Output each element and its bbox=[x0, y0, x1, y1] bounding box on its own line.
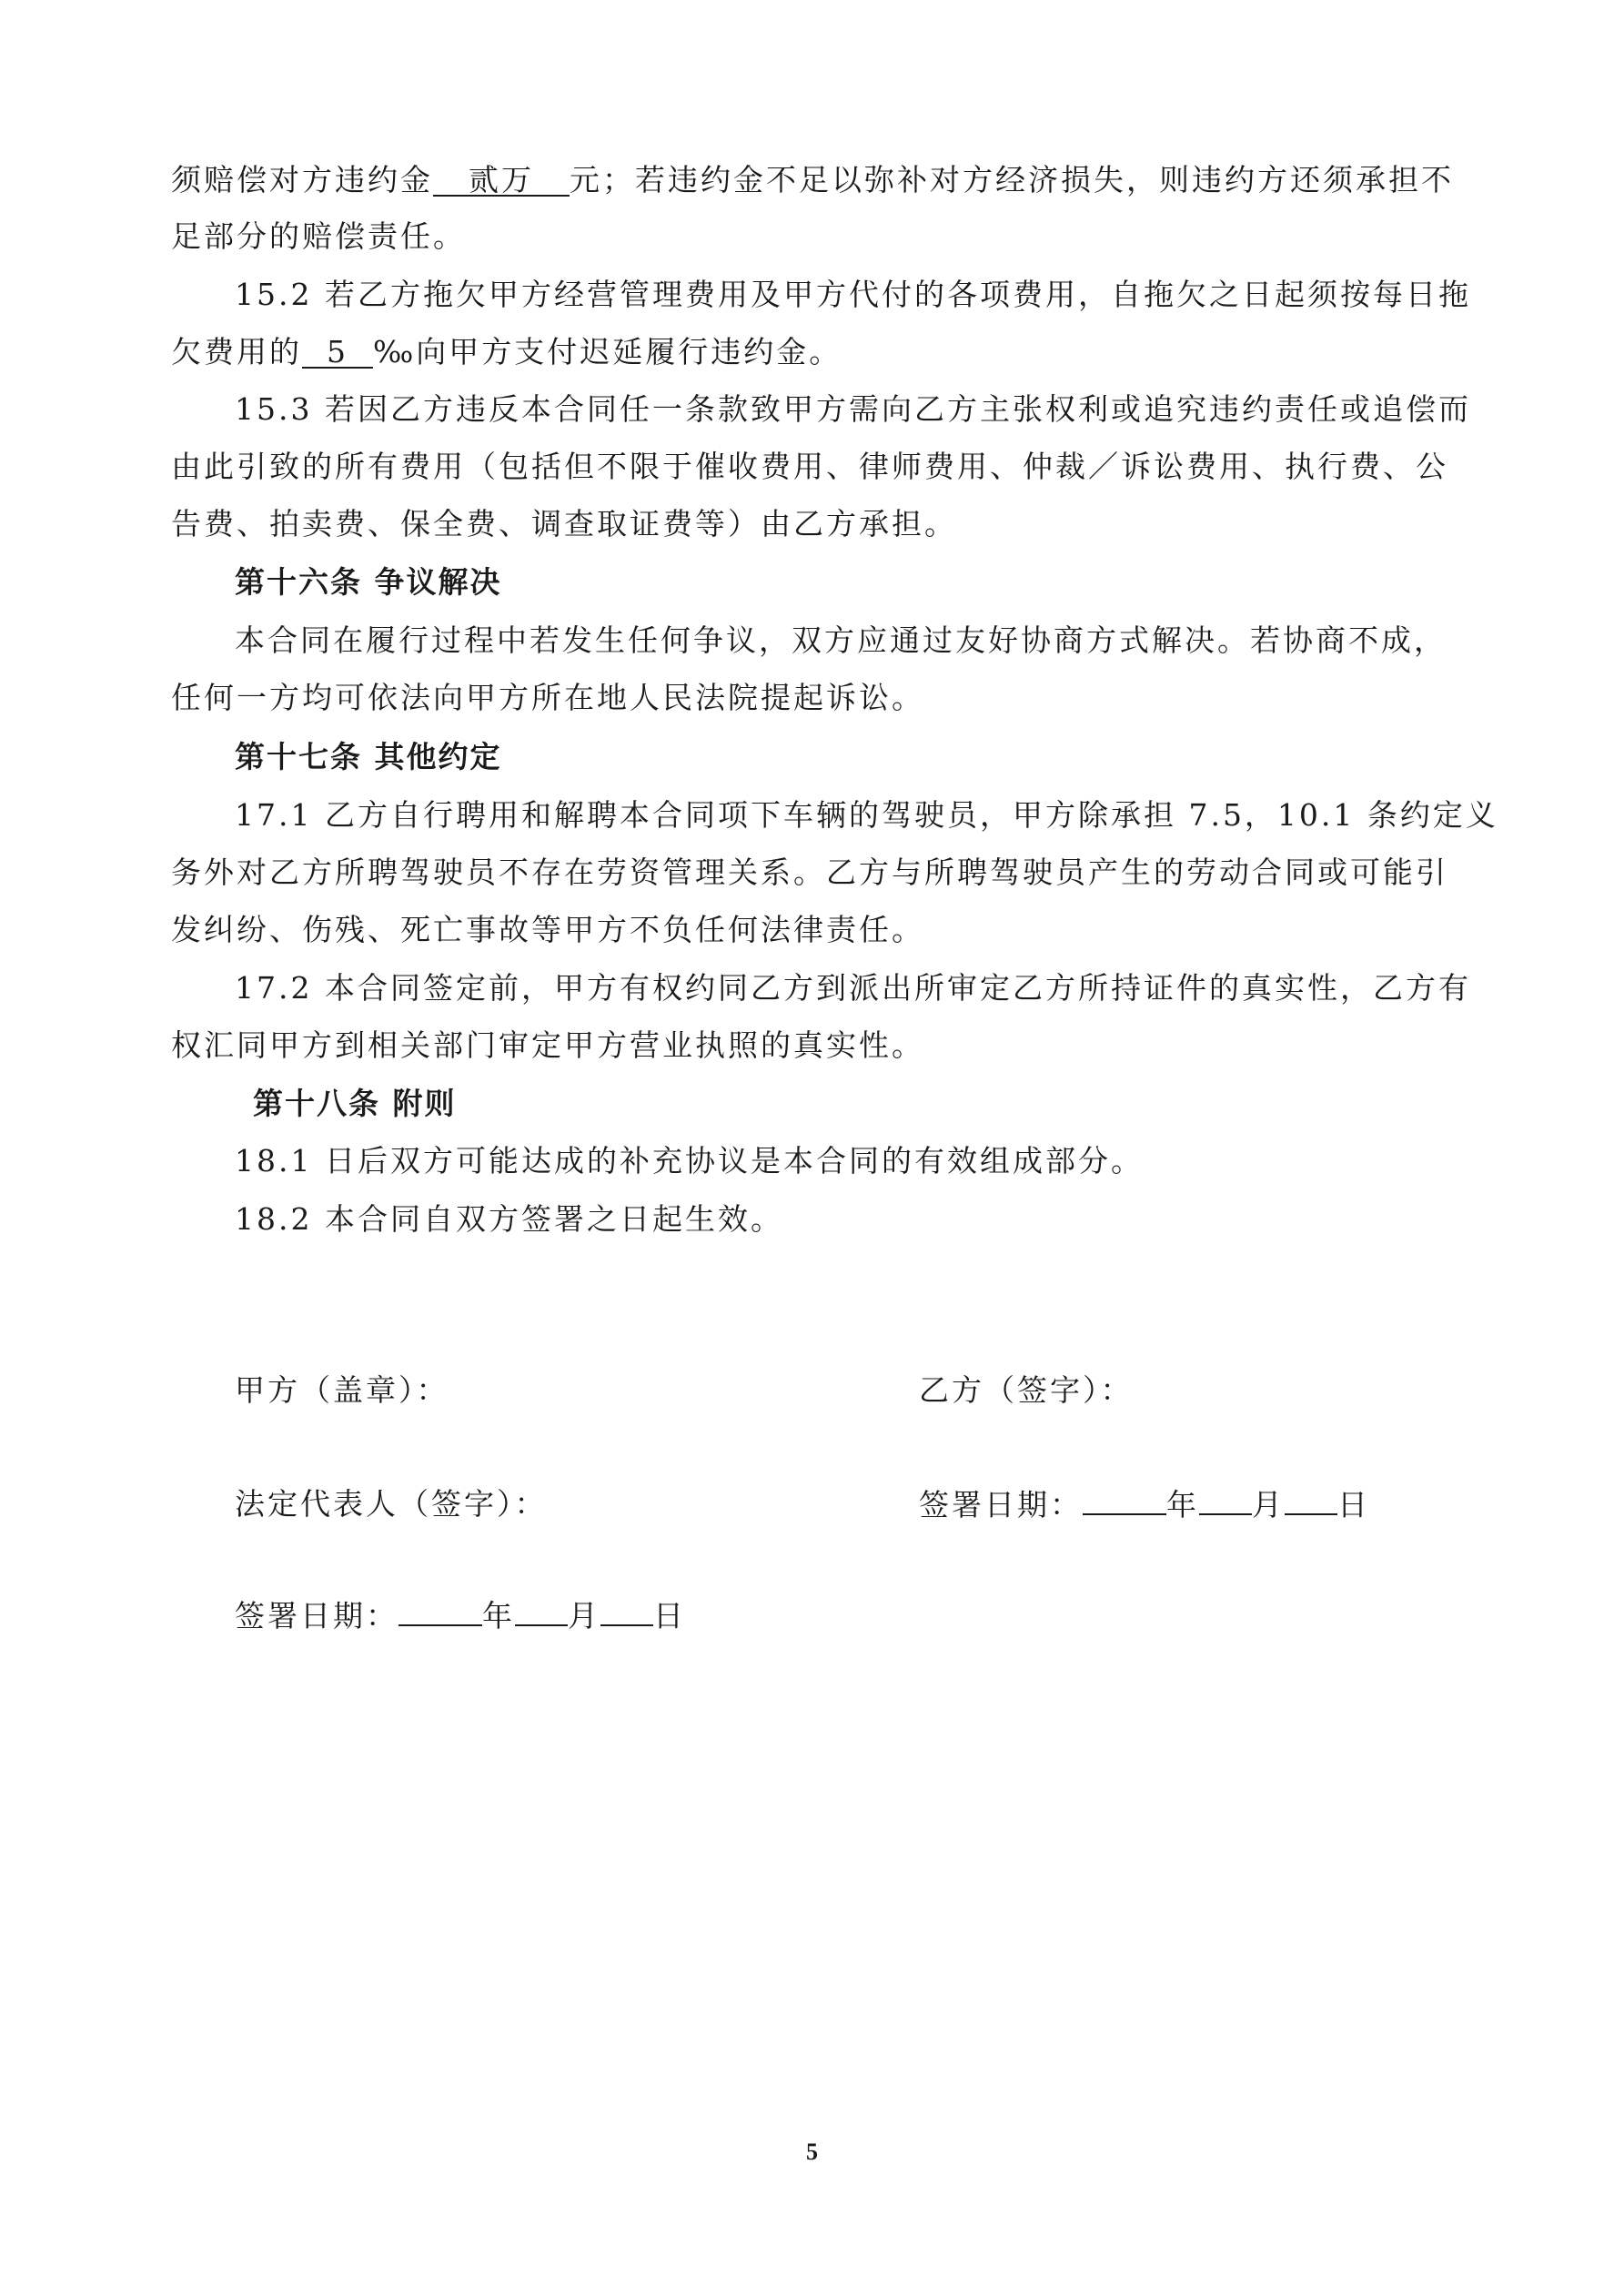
clause-15-3-line-1: 15.3 若因乙方违反本合同任一条款致甲方需向乙方主张权利或追究违约责任或追偿而 bbox=[235, 391, 1471, 427]
month-blank bbox=[1199, 1486, 1252, 1515]
year-blank bbox=[398, 1597, 482, 1626]
clause-15-2-line-1: 15.2 若乙方拖欠甲方经营管理费用及甲方代付的各项费用，自拖欠之日起须按每日拖 bbox=[235, 277, 1471, 312]
party-a-seal-label: 甲方（盖章）： bbox=[235, 1372, 449, 1408]
clause-15-3-line-2: 由此引致的所有费用（包括但不限于催收费用、律师费用、仲裁／诉讼费用、执行费、公 bbox=[171, 449, 1448, 484]
clause-16-title: 第十六条 争议解决 bbox=[235, 564, 502, 600]
month-blank bbox=[515, 1597, 568, 1626]
clause-15-3-line-3: 告费、拍卖费、保全费、调查取证费等）由乙方承担。 bbox=[171, 506, 957, 541]
clause-15-1-line-2: 足部分的赔偿责任。 bbox=[171, 218, 466, 254]
clause-18-line-1: 18.1 日后双方可能达成的补充协议是本合同的有效组成部分。 bbox=[235, 1143, 1144, 1178]
clause-15-1-line-1 bbox=[171, 162, 1454, 198]
text-segment: 须赔偿对方违约金 bbox=[171, 162, 433, 197]
sign-date-label: 签署日期： bbox=[235, 1598, 398, 1633]
clause-17-1-line-1: 17.1 乙方自行聘用和解聘本合同项下车辆的驾驶员，甲方除承担 7.5，10.1 条约定义 bbox=[235, 797, 1498, 833]
party-a-sign-date bbox=[235, 1597, 686, 1634]
legal-representative-label: 法定代表人（签字）： bbox=[235, 1486, 548, 1522]
day-blank bbox=[600, 1597, 653, 1626]
clause-18-title: 第十八条 附则 bbox=[253, 1086, 457, 1121]
text-segment: 元；若违约金不足以弥补对方经济损失，则违约方还须承担不 bbox=[570, 162, 1454, 197]
late-fee-rate: 5 bbox=[302, 338, 373, 369]
clause-18-line-2: 18.2 本合同自双方签署之日起生效。 bbox=[235, 1201, 783, 1237]
clause-16-line-1: 本合同在履行过程中若发生任何争议，双方应通过友好协商方式解决。若协商不成， bbox=[235, 622, 1447, 658]
text-segment: 欠费用的 bbox=[171, 334, 302, 369]
month-label: 月 bbox=[568, 1598, 600, 1633]
day-label: 日 bbox=[1337, 1487, 1370, 1522]
page-number: 5 bbox=[806, 2139, 818, 2165]
day-label: 日 bbox=[653, 1598, 686, 1633]
clause-17-title: 第十七条 其他约定 bbox=[235, 739, 502, 774]
year-blank bbox=[1083, 1486, 1166, 1515]
clause-17-1-line-3: 发纠纷、伤残、死亡事故等甲方不负任何法律责任。 bbox=[171, 912, 924, 947]
clause-15-2-line-2 bbox=[171, 334, 842, 370]
sign-date-label: 签署日期： bbox=[919, 1487, 1083, 1522]
text-segment: ‰向甲方支付迟延履行违约金。 bbox=[373, 334, 842, 369]
day-blank bbox=[1285, 1486, 1337, 1515]
year-label: 年 bbox=[482, 1598, 515, 1633]
clause-17-2-line-1: 17.2 本合同签定前，甲方有权约同乙方到派出所审定乙方所持证件的真实性，乙方有 bbox=[235, 970, 1471, 1006]
party-b-sign-date bbox=[919, 1486, 1370, 1523]
month-label: 月 bbox=[1252, 1487, 1285, 1522]
clause-17-2-line-2: 权汇同甲方到相关部门审定甲方营业执照的真实性。 bbox=[171, 1027, 924, 1063]
clause-17-1-line-2: 务外对乙方所聘驾驶员不存在劳资管理关系。乙方与所聘驾驶员产生的劳动合同或可能引 bbox=[171, 855, 1448, 890]
year-label: 年 bbox=[1166, 1487, 1199, 1522]
party-b-signature-label: 乙方（签字）： bbox=[919, 1372, 1134, 1408]
penalty-amount: 贰万 bbox=[433, 166, 570, 197]
clause-16-line-2: 任何一方均可依法向甲方所在地人民法院提起诉讼。 bbox=[171, 680, 924, 715]
